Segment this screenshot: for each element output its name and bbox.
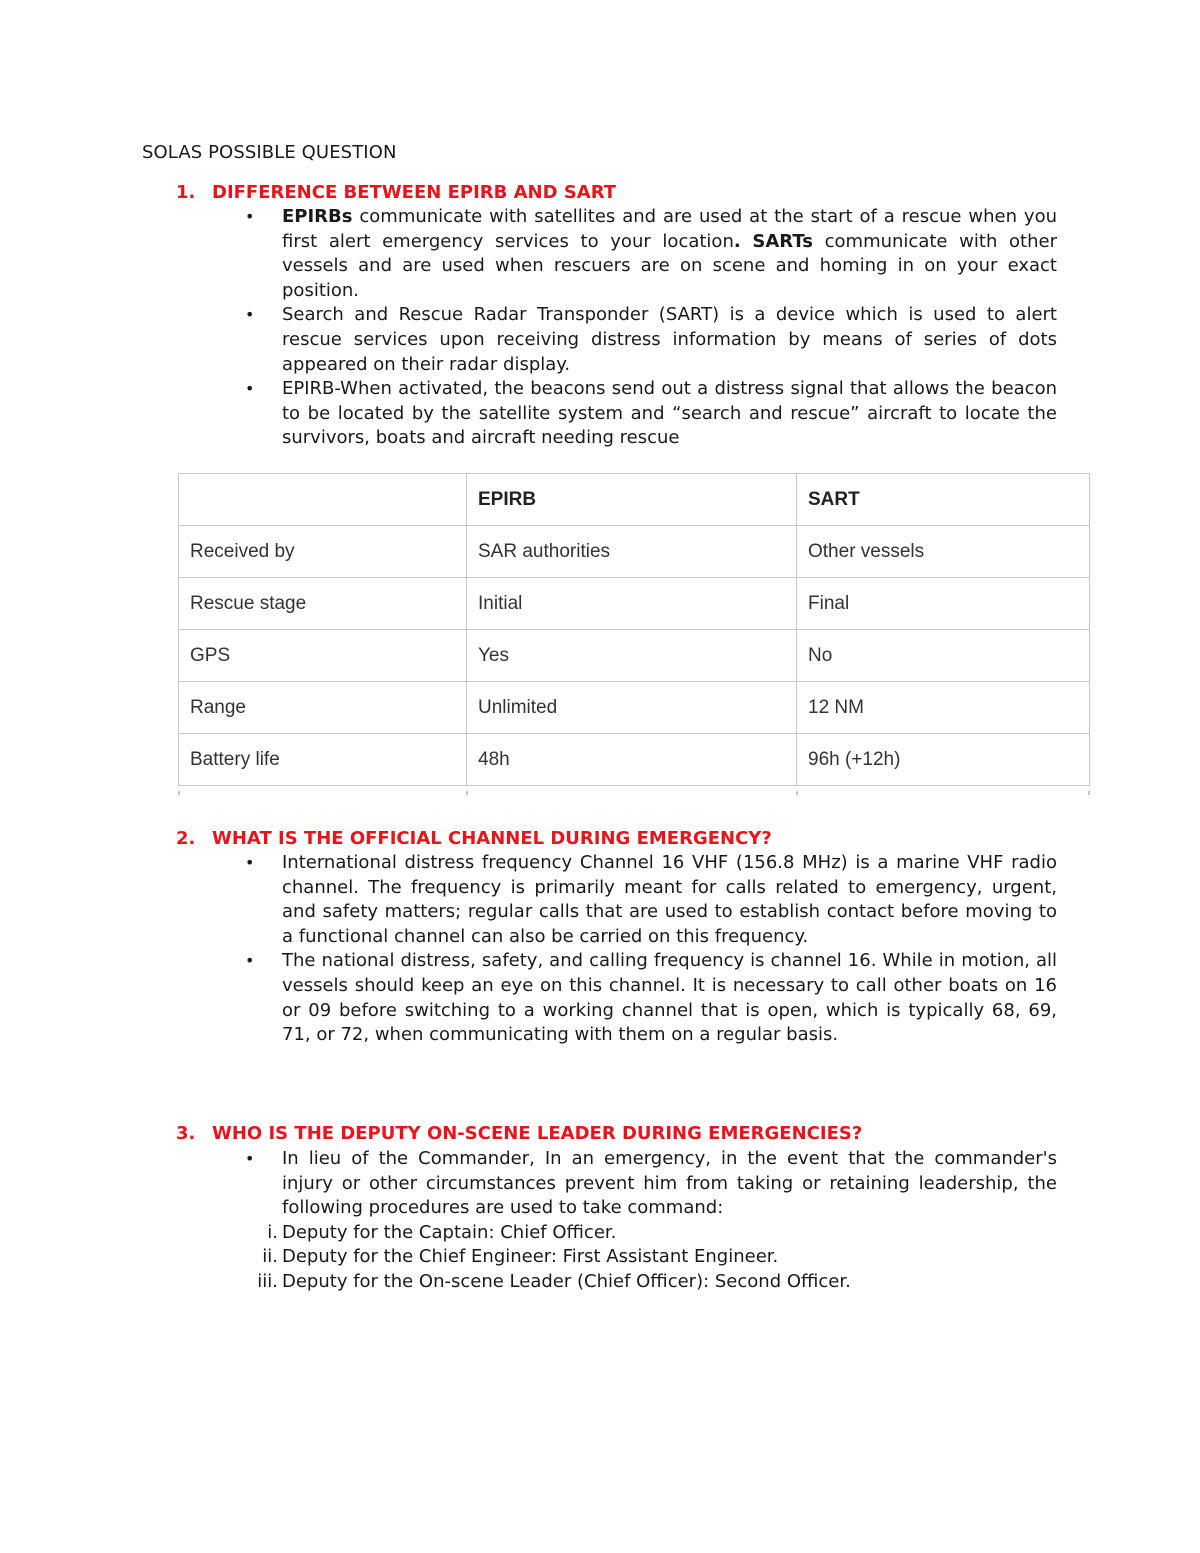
deputy-sub-list [212,1221,1057,1295]
sub-list-item [212,1270,1057,1295]
table-row [179,734,1090,786]
table-edge-line [796,791,798,795]
table-row [179,630,1090,682]
sub-list-item [212,1245,1057,1270]
table-header-cell: SART [797,474,1090,526]
table-cell: Initial [467,578,797,630]
table-cell: Yes [467,630,797,682]
table-header-row [179,474,1090,526]
table-cell: Range [179,682,467,734]
bullet-icon: • [245,853,255,872]
table-cell: Received by [179,526,467,578]
bullet-icon: • [245,951,255,971]
sub-item-text: Deputy for the Chief Engineer: First Assistant Engineer. [282,1246,779,1268]
table-cell: 48h [467,734,797,786]
table-header-cell: EPIRB [467,474,797,526]
sarts-term: SARTs [752,230,813,252]
question-3-bullets [245,1147,1057,1295]
sart-description: communicate with other vessels and are used when rescuers are on scene and homing in on your exact position. [282,230,1057,301]
sub-item-text: Deputy for the On-scene Leader (Chief Officer): Second Officer. [282,1270,851,1292]
sub-item-number: iii. [257,1270,278,1292]
bullet-text: Search and Rescue Radar Transponder (SART) is a device which is used to alert rescue services upon receiving distress information by means of series of dots appeared on their radar display. [282,304,1057,375]
table-cell: No [797,630,1090,682]
epirb-sart-comparison-table [178,473,1090,786]
table-cell: SAR authorities [467,526,797,578]
question-3-heading [176,1122,862,1146]
table-cell: 12 NM [797,682,1090,734]
table-header-cell [179,474,467,526]
list-item [245,1147,1057,1295]
bullet-text: The national distress, safety, and calling frequency is channel 16. While in motion, all vessels should keep an eye on this channel. It is necessary to call other boats on 16 or 09 before switching to a working channel that is open, which is typically 68, 69, 71, or 72, when communicating with them on a regular basis. [282,950,1057,1046]
bullet-text: EPIRB-When activated, the beacons send out a distress signal that allows the beacon to be located by the satellite system and “search and rescue” aircraft to locate the survivors, boats and aircraft needing rescue [282,378,1057,449]
question-1-heading [176,181,616,205]
bullet-text: International distress frequency Channel 16 VHF (156.8 MHz) is a marine VHF radio channel. The frequency is primarily meant for calls related to emergency, urgent, and safety matters; regular calls that are used to establish contact before moving to a functional channel can also be carried on this frequency. [282,852,1057,947]
table-cell: Rescue stage [179,578,467,630]
table-cell: Final [797,578,1090,630]
sentence-period: . [733,230,741,252]
question-2-title: WHAT IS THE OFFICIAL CHANNEL DURING EMERGENCY? [212,828,772,849]
sub-item-number: i. [267,1221,278,1243]
table-edge-line [1088,791,1090,795]
epirbs-term: EPIRBs [282,206,353,227]
bullet-icon: • [245,207,255,226]
sub-list-item [212,1221,1057,1246]
list-item [245,949,1057,1047]
question-1-title: DIFFERENCE BETWEEN EPIRB AND SART [212,182,617,203]
list-item [245,205,1057,303]
sub-item-number: ii. [262,1246,278,1268]
question-2-bullets [245,851,1057,1048]
table-edge-line [466,791,468,795]
table-row [179,578,1090,630]
table-row [179,526,1090,578]
table-cut-edge [178,791,1090,795]
question-2-heading [176,827,772,851]
table-cell: Unlimited [467,682,797,734]
bullet-text: In lieu of the Commander, In an emergency, in the event that the commander's injury or other circumstances prevent him from taking or retaining leadership, the following procedures are used to take command: [282,1148,1057,1219]
question-3-number: 3. [176,1123,196,1144]
sub-item-text: Deputy for the Captain: Chief Officer. [282,1221,617,1243]
question-1-number: 1. [176,182,196,203]
table-row [179,682,1090,734]
question-3-title: WHO IS THE DEPUTY ON-SCENE LEADER DURING EMERGENCIES? [212,1123,863,1144]
list-item [245,303,1057,377]
table-cell: Battery life [179,734,467,786]
question-2-number: 2. [176,828,196,849]
list-item [245,851,1057,949]
table-cell: Other vessels [797,526,1090,578]
question-1-bullets [245,205,1057,451]
list-item [245,377,1057,451]
bullet-icon: • [245,1149,255,1168]
table-cell: 96h (+12h) [797,734,1090,786]
bullet-icon: • [245,305,255,325]
document-title: SOLAS POSSIBLE QUESTION [142,142,397,163]
table-cell: GPS [179,630,467,682]
table-edge-line [178,791,180,795]
epirb-description: communicate with satellites and are used at the start of a rescue when you first alert emergency services to your location [282,206,1057,252]
bullet-icon: • [245,379,255,399]
